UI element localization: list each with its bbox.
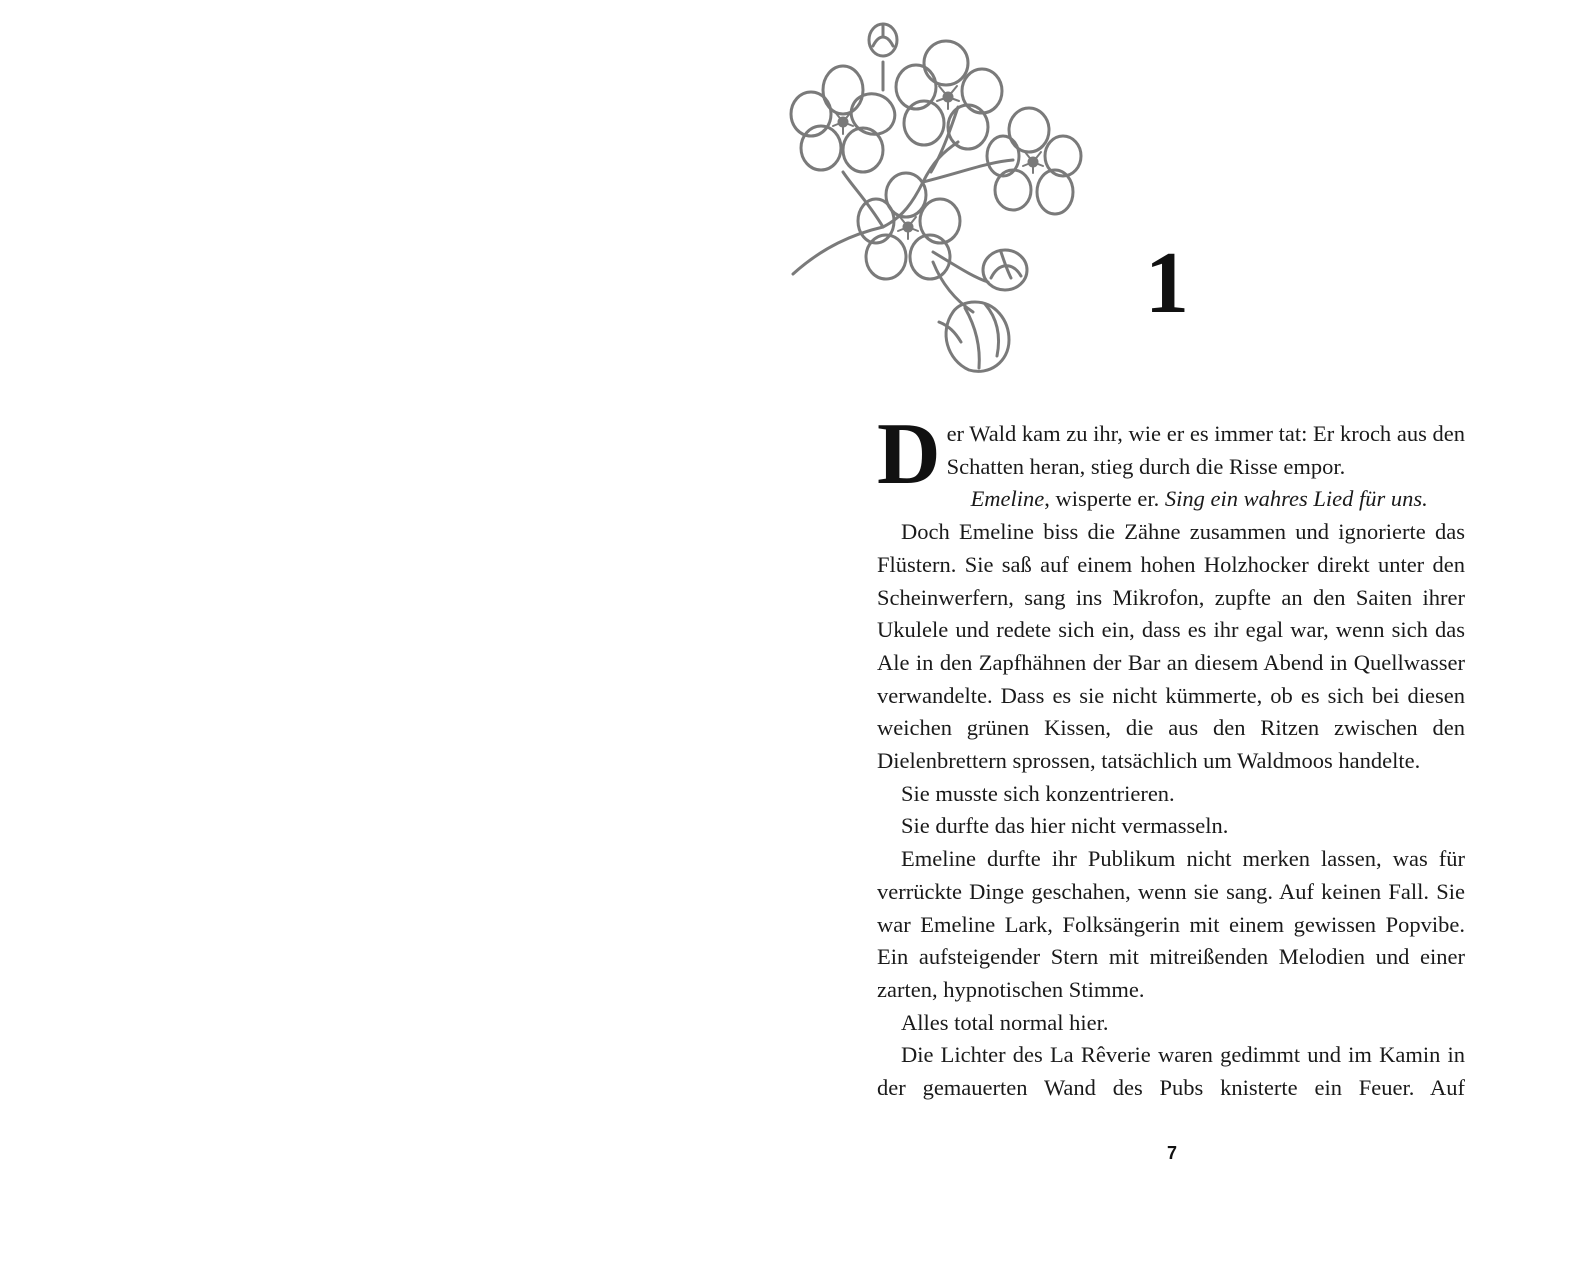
paragraph-text: Doch Emeline biss die Zähne zusammen und ignorierte das Flüstern. Sie saß auf einem hohen Holzhocker direkt unter den Scheinwerfern, sang ins Mikrofon, zupfte an den Saiten ihrer Ukulele und redete sich ein, dass es ihr egal war, wenn sich das Ale in den Zapfhähnen der Bar an diesem Abend in Quellwasser verwandelte. Dass es sie nicht kümmerte, ob es sich bei diesen weichen grünen Kissen, die aus den Ritzen zwischen den Dielenbrettern sprossen, tatsächlich um Waldmoos handelte.	[877, 519, 1465, 774]
paragraph	[877, 843, 1465, 1007]
chapter-body	[877, 406, 1465, 1105]
paragraph	[877, 778, 1465, 811]
right-page	[797, 0, 1594, 1270]
paragraph-text: , wisperte er.	[1044, 486, 1165, 512]
page-number: 7	[1166, 1143, 1177, 1163]
chapter-number: 1	[1145, 235, 1189, 332]
italic-text: Sing ein wahres Lied für uns.	[1164, 486, 1428, 512]
paragraph	[877, 483, 1465, 516]
paragraph-text: Emeline durfte ihr Publikum nicht merken lassen, was für verrückte Dinge geschahen, wenn sie sang. Auf keinen Fall. Sie war Emeline Lark, Folksängerin mit einem gewissen Popvibe. Ein aufsteigender Stern mit mitreißenden Melodien und einer zarten, hypnotischen Stimme.	[877, 846, 1465, 1002]
paragraph-text: Sie durfte das hier nicht vermasseln.	[901, 813, 1229, 839]
cherry-blossom-branch-icon	[783, 12, 1103, 382]
paragraph	[877, 810, 1465, 843]
paragraph-text: Alles total normal hier.	[901, 1009, 1109, 1035]
paragraph-text: Die Lichter des La Rêverie waren gedimmt und im Kamin in der gemauerten Wand des Pubs knisterte ein Feuer. Auf	[877, 1042, 1465, 1101]
italic-text: Emeline	[970, 486, 1045, 512]
paragraph	[877, 516, 1465, 778]
paragraph	[877, 1039, 1465, 1104]
paragraph	[877, 1007, 1465, 1040]
paragraph-text: Sie musste sich konzentrieren.	[901, 780, 1175, 806]
drop-cap: D	[877, 406, 941, 503]
paragraph-text: er Wald kam zu ihr, wie er es immer tat: Er kroch aus den Schatten heran, stieg durch die Risse empor.	[946, 421, 1465, 479]
